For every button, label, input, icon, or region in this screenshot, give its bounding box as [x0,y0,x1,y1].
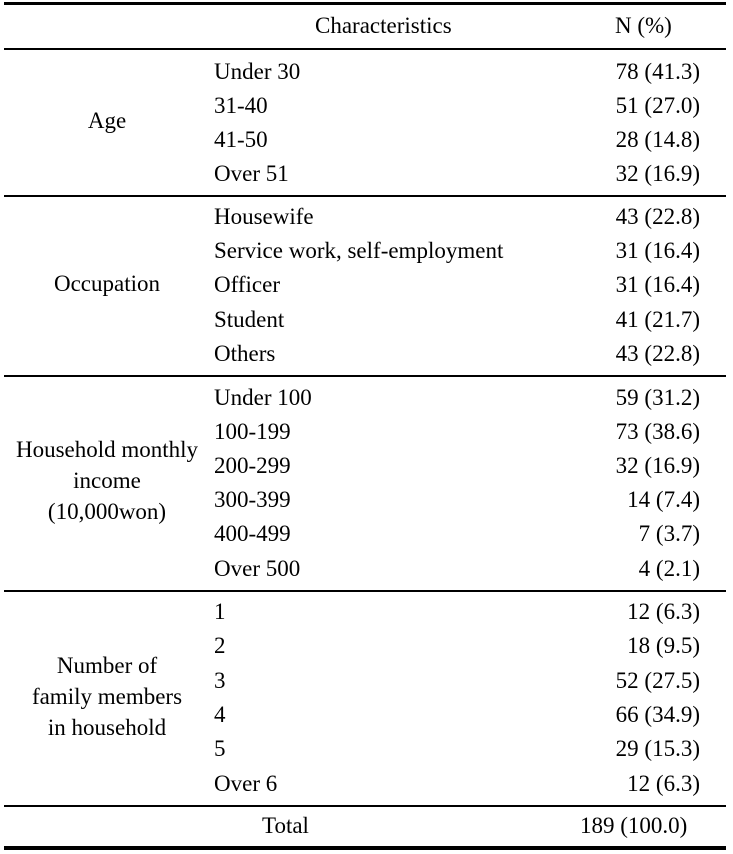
group-label [4,268,210,299]
item-value: 59 (31.2) [615,385,700,410]
group-divider [4,195,726,197]
item-value: 66 (34.9) [615,702,700,727]
item-label: 200-299 [214,453,291,478]
item-label: Student [214,307,285,332]
group-label-line: Household monthly [15,437,199,462]
group-label [4,650,210,743]
item-label: 300-399 [214,487,291,512]
item-label: Others [214,341,276,366]
header-n-percent: N (%) [615,13,672,38]
item-value: 52 (27.5) [615,668,700,693]
group-label-line: Occupation [53,271,160,296]
group-label-line: Number of [56,653,158,678]
item-label: 400-499 [214,521,291,546]
item-label: Housewife [214,204,314,229]
total-label: Total [262,813,309,838]
group-label-line: income [73,468,141,493]
item-value: 32 (16.9) [615,453,700,478]
group-label [4,105,210,136]
item-label: 31-40 [214,93,268,118]
item-label: 2 [214,633,226,658]
group-label-line: family members [31,684,183,709]
item-label: 5 [214,736,226,761]
item-value: 32 (16.9) [615,161,700,186]
item-value: 43 (22.8) [615,341,700,366]
bottom-rule [4,846,726,850]
item-value: 78 (41.3) [615,59,700,84]
item-label: 41-50 [214,127,268,152]
item-value: 7 (3.7) [638,521,700,546]
item-value: 29 (15.3) [615,736,700,761]
item-value: 4 (2.1) [638,556,700,581]
item-label: Over 51 [214,161,289,186]
item-label: 1 [214,599,226,624]
group-label-line: (10,000won) [47,499,167,524]
group-divider [4,590,726,592]
group-label-line: Age [87,108,127,133]
top-rule [4,2,726,5]
item-value: 12 (6.3) [627,771,700,796]
item-value: 12 (6.3) [627,599,700,624]
header-characteristics: Characteristics [315,13,452,38]
group-label-line: in household [47,715,167,740]
item-value: 41 (21.7) [615,307,700,332]
item-label: Officer [214,272,280,297]
item-value: 14 (7.4) [627,487,700,512]
item-label: Service work, self-employment [214,238,504,263]
item-label: 3 [214,668,226,693]
item-value: 51 (27.0) [615,93,700,118]
item-label: Under 100 [214,385,312,410]
item-value: 31 (16.4) [615,238,700,263]
item-value: 43 (22.8) [615,204,700,229]
item-value: 31 (16.4) [615,272,700,297]
group-divider [4,375,726,377]
item-value: 28 (14.8) [615,127,700,152]
item-label: 4 [214,702,226,727]
item-label: Over 6 [214,771,278,796]
item-label: Over 500 [214,556,301,581]
item-label: Under 30 [214,59,301,84]
total-rule [4,805,726,807]
header-rule [4,48,726,50]
total-value: 189 (100.0) [580,813,688,838]
item-label: 100-199 [214,419,291,444]
item-value: 18 (9.5) [627,633,700,658]
item-value: 73 (38.6) [615,419,700,444]
group-label [4,434,210,527]
